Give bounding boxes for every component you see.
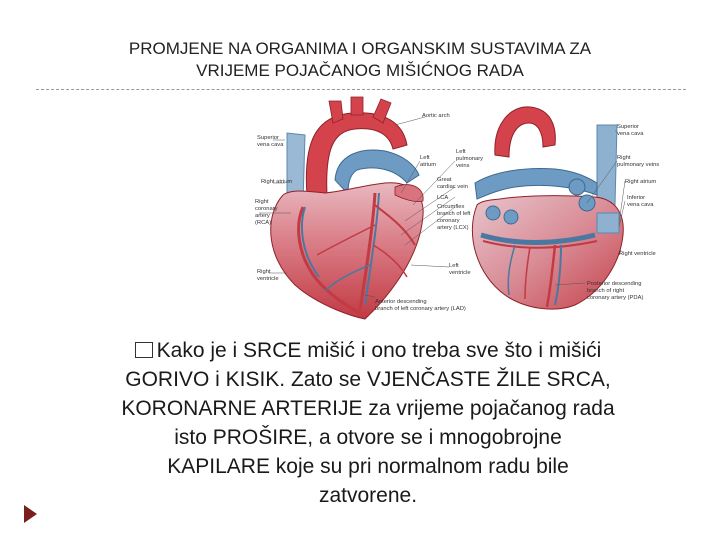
body-line-5: KAPILARE koje su pri normalnom radu bile (167, 455, 569, 478)
body-line-2: GORIVO i KISIK. Zato se VJENČASTE ŽILE SRCA, (125, 368, 611, 391)
label-rpv-2: pulmonary veins (617, 162, 660, 168)
label-rca-2: coronary (255, 206, 278, 212)
label-svc-right-2: vena cava (617, 131, 644, 137)
label-aortic-arch: Aortic arch (422, 113, 450, 119)
label-lpv-1: Left (456, 149, 466, 155)
label-svc-left-2: vena cava (257, 142, 284, 148)
label-rv-left-2: ventricle (257, 276, 279, 282)
label-rv-right: Right ventricle (619, 251, 656, 257)
label-rv-left-1: Right (257, 269, 271, 275)
label-rca-3: artery (255, 213, 270, 219)
body-line-3: KORONARNE ARTERIJE za vrijeme pojačanog rada (121, 397, 615, 420)
label-svc-right-1: Superior (617, 124, 639, 130)
label-lcx-4: artery (LCX) (437, 225, 469, 231)
label-ivc-1: Inferior (627, 195, 646, 201)
label-pda-2: branch of right (587, 288, 625, 294)
anterior-heart-view (271, 97, 423, 319)
label-rca-1: Right (255, 199, 269, 205)
body-line-6: zatvorene. (318, 484, 418, 507)
label-right-atrium-left: Right atrium (261, 179, 293, 185)
label-ivc-2: vena cava (627, 202, 654, 208)
label-pda-3: coronary artery (PDA) (587, 295, 644, 301)
title-divider (36, 89, 686, 90)
body-line-1 (58, 336, 678, 365)
label-rca-4: (RCA) (255, 220, 272, 226)
label-lca: LCA (437, 195, 449, 201)
label-lcx-3: coronary (437, 218, 460, 224)
label-gcv-1: Great (437, 177, 452, 183)
label-svc-left-1: Superior (257, 135, 279, 141)
label-lpv-3: veins (456, 163, 470, 169)
body-paragraph (58, 336, 678, 510)
label-lv-2: ventricle (449, 270, 471, 276)
bullet-box-icon (135, 342, 153, 358)
label-rpv-1: Right (617, 155, 631, 161)
label-lpv-2: pulmonary (456, 156, 484, 162)
label-left-atrium-1: Left (420, 155, 430, 161)
label-lcx-2: branch of left (437, 211, 471, 217)
label-pda-1: Posterior descending (587, 281, 642, 287)
label-lad-2: branch of left coronary artery (LAD) (375, 306, 466, 312)
body-line-1-text: Kako je i SRCE mišić i ono treba sve što i mišići (156, 339, 602, 362)
label-lcx-1: Circumflex (437, 204, 465, 210)
label-gcv-2: cardiac vein (437, 184, 468, 190)
next-slide-arrow-icon[interactable] (24, 505, 37, 523)
heart-anatomy-figure (225, 95, 685, 320)
label-lv-1: Left (449, 263, 459, 269)
posterior-heart-view (472, 107, 623, 309)
heart-illustration (225, 95, 685, 320)
slide-title-line-2: VRIJEME POJAČANOG MIŠIĆNOG RADA (196, 61, 524, 80)
label-left-atrium-2: atrium (420, 162, 437, 168)
body-line-4: isto PROŠIRE, a otvore se i mnogobrojne (174, 426, 562, 449)
label-lad-1: Anterior descending (375, 299, 427, 305)
slide-title (60, 38, 660, 82)
label-right-atrium-right: Right atrium (625, 179, 657, 185)
slide-title-line-1: PROMJENE NA ORGANIMA I ORGANSKIM SUSTAVIMA ZA (128, 39, 592, 58)
